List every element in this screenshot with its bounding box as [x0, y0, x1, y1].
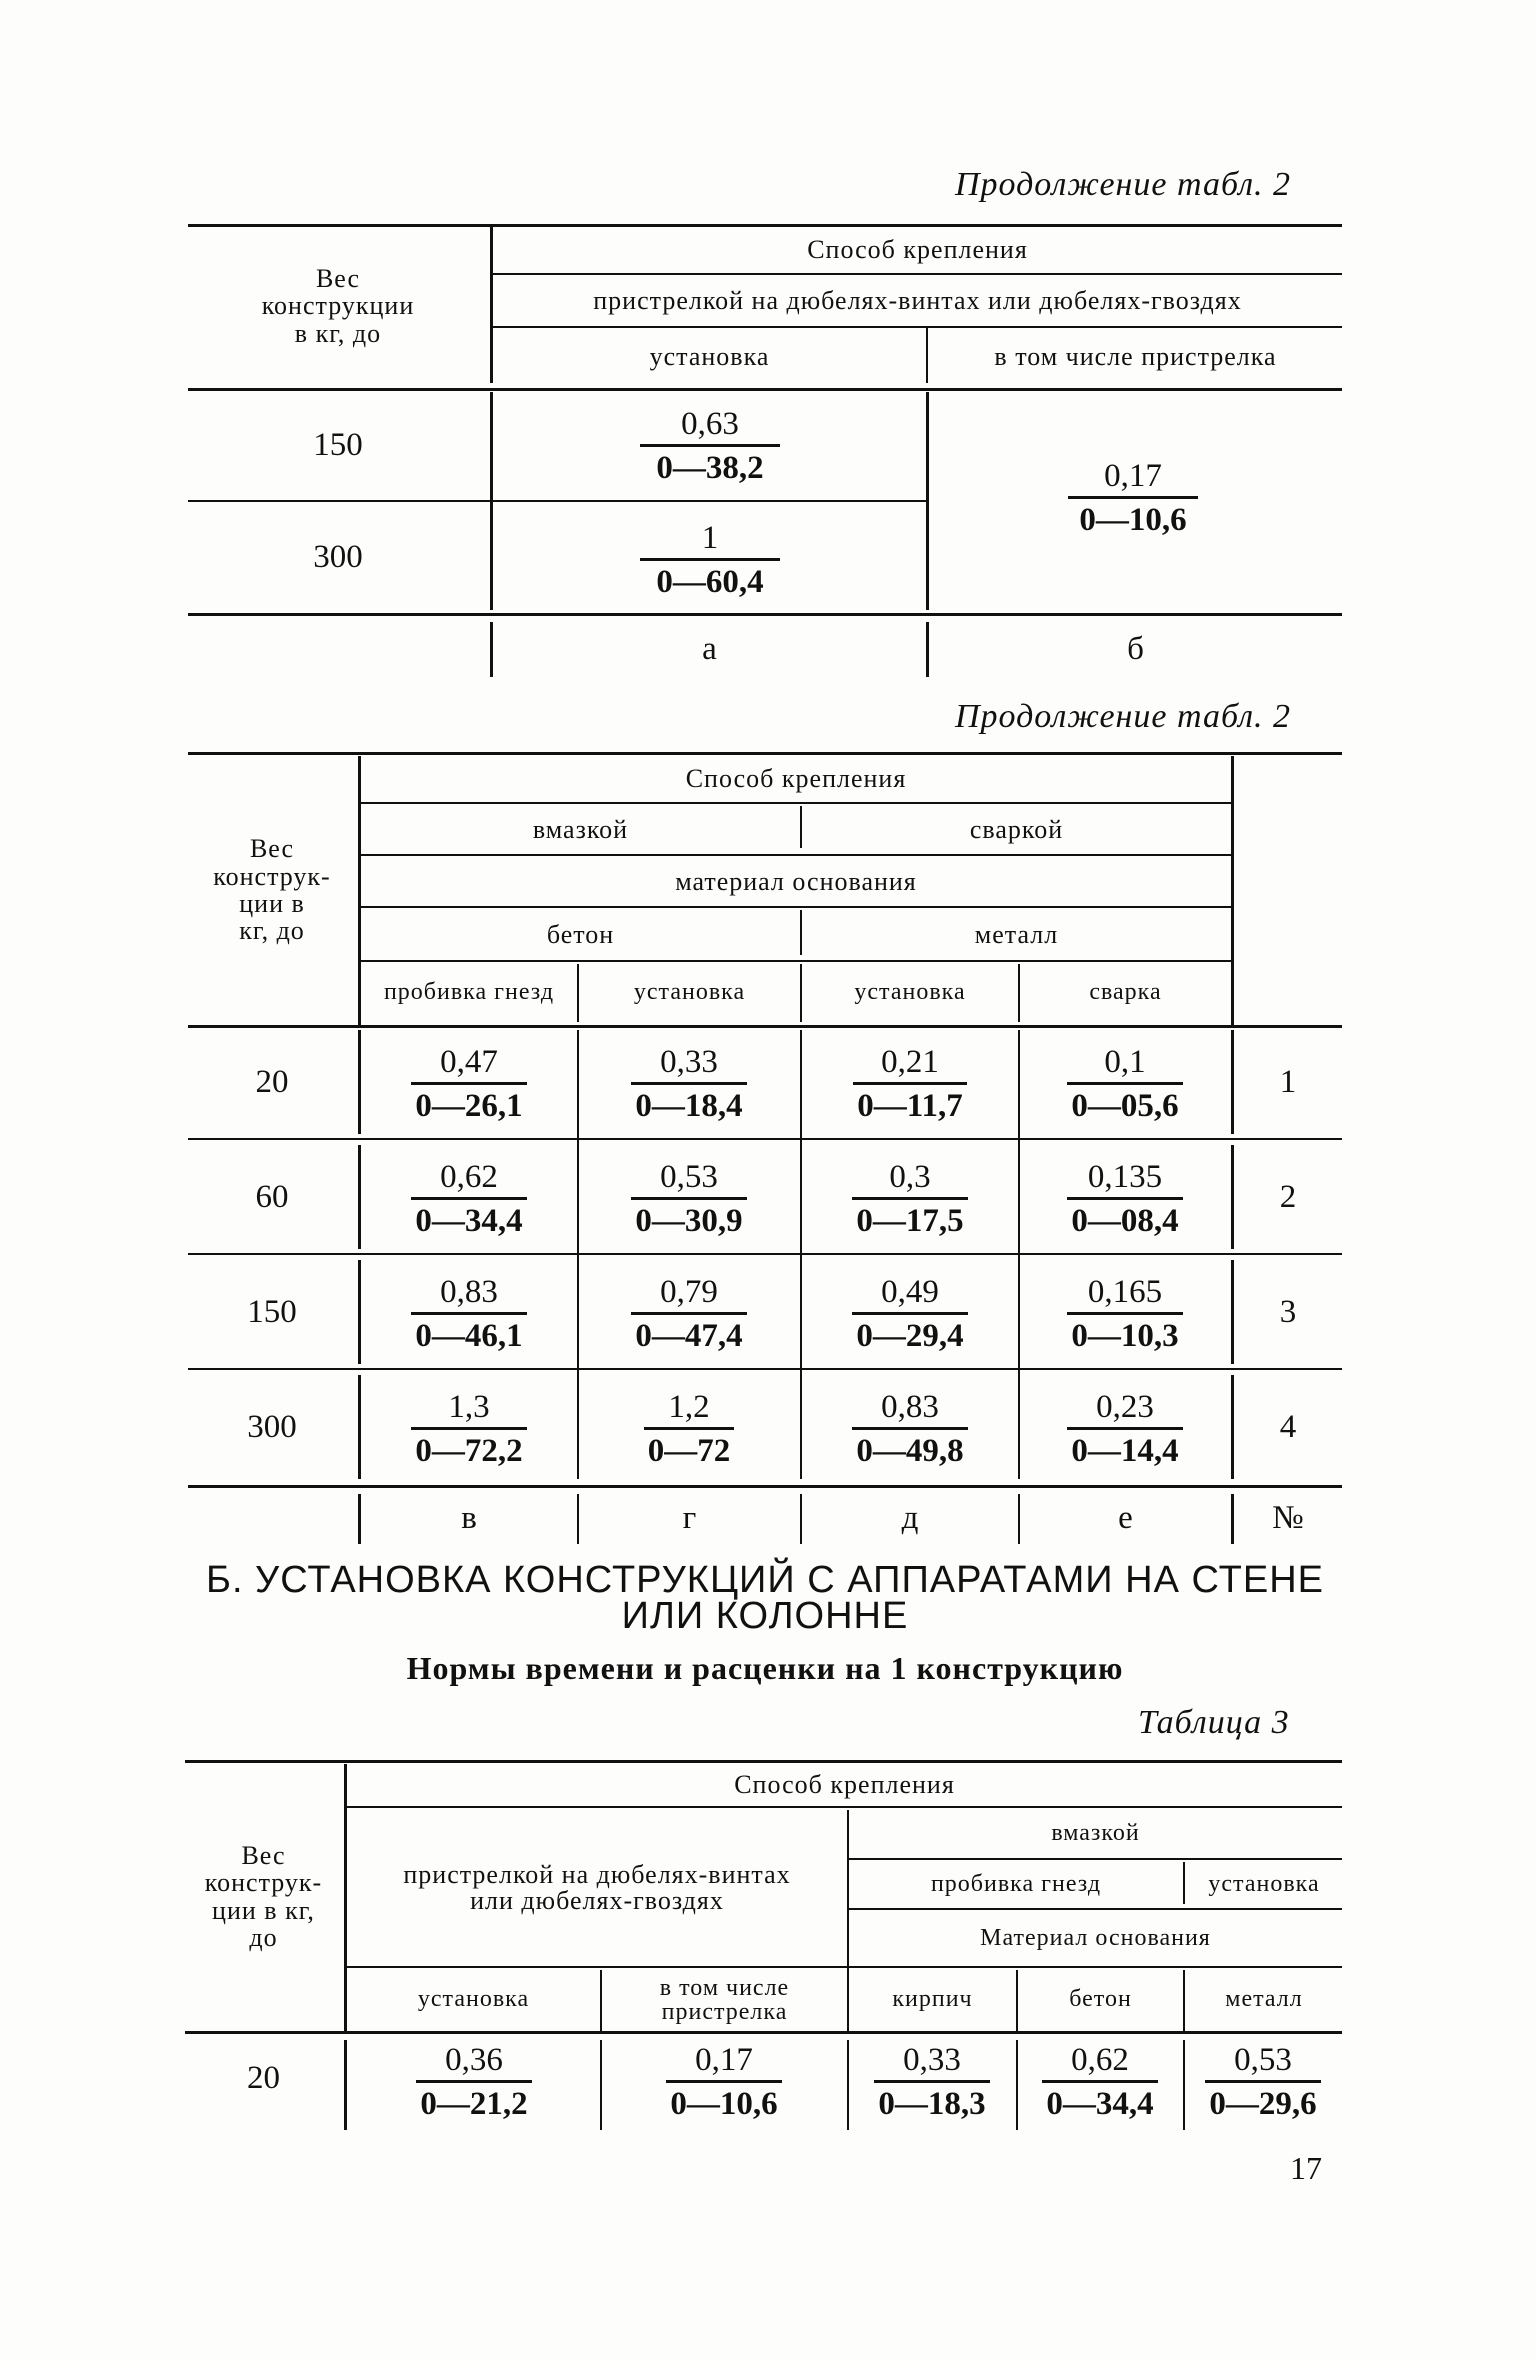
table-b-value	[1050, 1381, 1200, 1477]
table-c-group-shoot: пристрелкой на дюбелях-винтах или дюбелях-гвоздях	[403, 1860, 791, 1915]
table-b-value	[1050, 1151, 1200, 1247]
table-c-weight: 20	[247, 2059, 280, 2096]
denominator: 0—10,3	[1071, 1317, 1179, 1354]
table-b-value	[614, 1266, 764, 1362]
table-b-group-mortar: вмазкой	[532, 814, 629, 844]
numerator: 1,2	[668, 1388, 710, 1425]
table-a-weight-150: 150	[313, 427, 363, 463]
denominator: 0—34,4	[1046, 2085, 1154, 2122]
table-b-row-number: 4	[1279, 1408, 1297, 1445]
numerator: 0,83	[881, 1388, 939, 1425]
table-c-col-header: установка	[417, 1986, 530, 2013]
numerator: 0,83	[440, 1273, 498, 1310]
table-b-value	[835, 1266, 985, 1362]
table-c-method-header: Способ крепления	[734, 1770, 955, 1800]
table-c-value	[857, 2034, 1007, 2130]
section-title-line2: ИЛИ КОЛОННЕ	[621, 1595, 909, 1637]
denominator: 0—29,6	[1209, 2085, 1317, 2122]
table-b-weight: 150	[247, 1293, 297, 1330]
numerator: 0,1	[1104, 1043, 1146, 1080]
denominator: 0—21,2	[420, 2085, 528, 2122]
numerator: 0,165	[1087, 1273, 1163, 1310]
table-b-value	[1050, 1036, 1200, 1132]
table-b-value	[614, 1036, 764, 1132]
denominator: 0—72	[647, 1432, 731, 1469]
table-a-value-300: 1 0—60,4	[640, 508, 780, 612]
table-c-col-header: металл	[1225, 1986, 1303, 2013]
denominator: 0—05,6	[1071, 1087, 1179, 1124]
numerator: 0,62	[440, 1158, 498, 1195]
table-b-weight: 300	[247, 1408, 297, 1445]
table-a-sub-header: пристрелкой на дюбелях-винтах или дюбелях-гвоздях	[593, 285, 1242, 315]
table-b-col-header: сварка	[1089, 979, 1162, 1006]
denominator: 0—14,4	[1071, 1432, 1179, 1469]
section-title-line1: Б. УСТАНОВКА КОНСТРУКЦИЙ С АППАРАТАМИ НА СТЕНЕ	[206, 1559, 1324, 1601]
table-a-row-header: Вес конструкции в кг, до	[261, 264, 415, 348]
denominator: 0—49,8	[856, 1432, 964, 1469]
numerator: 0,79	[660, 1273, 718, 1310]
numerator: 1,3	[448, 1388, 490, 1425]
denominator: 0—29,4	[856, 1317, 964, 1354]
denominator: 0—47,4	[635, 1317, 743, 1354]
table-b-value	[614, 1381, 764, 1477]
numerator: 0,53	[660, 1158, 718, 1195]
table-b-value	[394, 1381, 544, 1477]
table-a-method-header: Способ крепления	[807, 234, 1028, 264]
table-b-mat-concrete: бетон	[546, 919, 615, 949]
denominator: 0—11,7	[857, 1087, 963, 1124]
numerator: 0,135	[1087, 1158, 1163, 1195]
table-b-method-header: Способ крепления	[685, 764, 907, 794]
table-b-mat-metal: металл	[974, 919, 1059, 949]
numerator: 0,53	[1234, 2041, 1292, 2078]
table-c-value	[1025, 2034, 1175, 2130]
table-b-col-header: установка	[854, 979, 966, 1006]
table-b-value	[835, 1381, 985, 1477]
denominator: 0—72,2	[415, 1432, 523, 1469]
table-b-footer: г	[682, 1499, 697, 1536]
denominator: 0—30,9	[635, 1202, 743, 1239]
table-b-footer: д	[901, 1499, 919, 1536]
numerator: 0,33	[903, 2041, 961, 2078]
denominator: 0—34,4	[415, 1202, 523, 1239]
table-b-value	[394, 1036, 544, 1132]
denominator: 0—08,4	[1071, 1202, 1179, 1239]
numerator: 0,21	[881, 1043, 939, 1080]
table-b-footer: №	[1272, 1499, 1304, 1536]
numerator: 0,47	[440, 1043, 498, 1080]
numerator: 0,36	[445, 2041, 503, 2078]
table-b-row-number: 1	[1279, 1063, 1297, 1100]
table-b-value	[835, 1151, 985, 1247]
table-b-row-header: Вес конструк- ции в кг, до	[213, 834, 331, 946]
page-number: 17	[1290, 2150, 1322, 2186]
table-c-value	[1188, 2034, 1338, 2130]
table-c-material-header: Материал основания	[980, 1924, 1211, 1951]
table-a-footer-b: б	[1127, 630, 1144, 667]
denominator: 0—26,1	[415, 1087, 523, 1124]
section-subtitle: Нормы времени и расценки на 1 конструкцию	[406, 1650, 1124, 1686]
table-a-col-install: установка	[649, 342, 770, 372]
numerator: 0,3	[889, 1158, 931, 1195]
table-b-weight: 60	[255, 1178, 289, 1215]
table-c-sub-install: установка	[1208, 1870, 1320, 1897]
table-a-footer-a: а	[702, 630, 717, 667]
table-a-value-150: 0,63 0—38,2	[640, 394, 780, 498]
table-b-value	[614, 1151, 764, 1247]
table-c-col-header: бетон	[1069, 1986, 1132, 2013]
table-a-caption: Продолжение табл. 2	[955, 166, 1292, 203]
table-b-value	[394, 1266, 544, 1362]
table-c-value	[649, 2034, 799, 2130]
numerator: 0,23	[1096, 1388, 1154, 1425]
numerator: 0,17	[695, 2041, 753, 2078]
table-b-row-number: 2	[1279, 1178, 1297, 1215]
table-b-caption: Продолжение табл. 2	[955, 698, 1292, 735]
table-c-row-header: Вес конструк- ции в кг, до	[204, 1840, 323, 1952]
table-b-value	[394, 1151, 544, 1247]
table-b-col-header: установка	[633, 979, 746, 1006]
section-title	[160, 1559, 1370, 1637]
table-c-group-mortar: вмазкой	[1051, 1820, 1140, 1847]
table-b-value	[1050, 1266, 1200, 1362]
table-a-col-shooting: в том числе пристрелка	[994, 342, 1277, 372]
denominator: 0—18,3	[878, 2085, 986, 2122]
table-b-footer: в	[461, 1499, 477, 1536]
denominator: 0—17,5	[856, 1202, 964, 1239]
table-b-value	[835, 1036, 985, 1132]
denominator: 0—10,6	[670, 2085, 778, 2122]
table-b-col-header: пробивка гнезд	[383, 979, 555, 1006]
table-b-weight: 20	[255, 1063, 289, 1100]
denominator: 0—46,1	[415, 1317, 523, 1354]
table-a-merged-value: 0,17 0—10,6	[1068, 446, 1198, 550]
table-c-col-header: в том числе пристрелка	[659, 1975, 790, 2025]
table-b-material-header: материал основания	[675, 866, 917, 896]
table-c-value	[399, 2034, 549, 2130]
table-c-sub-punch: пробивка гнезд	[930, 1870, 1102, 1897]
table-a-weight-300: 300	[313, 539, 363, 575]
numerator: 0,49	[881, 1273, 939, 1310]
table-c-caption: Таблица 3	[1138, 1704, 1290, 1741]
numerator: 0,33	[660, 1043, 718, 1080]
denominator: 0—18,4	[635, 1087, 743, 1124]
table-b-row-number: 3	[1279, 1293, 1297, 1330]
numerator: 0,62	[1071, 2041, 1129, 2078]
table-b-footer: е	[1118, 1499, 1133, 1536]
table-b-group-weld: сваркой	[969, 814, 1064, 844]
table-c-col-header: кирпич	[892, 1986, 973, 2013]
